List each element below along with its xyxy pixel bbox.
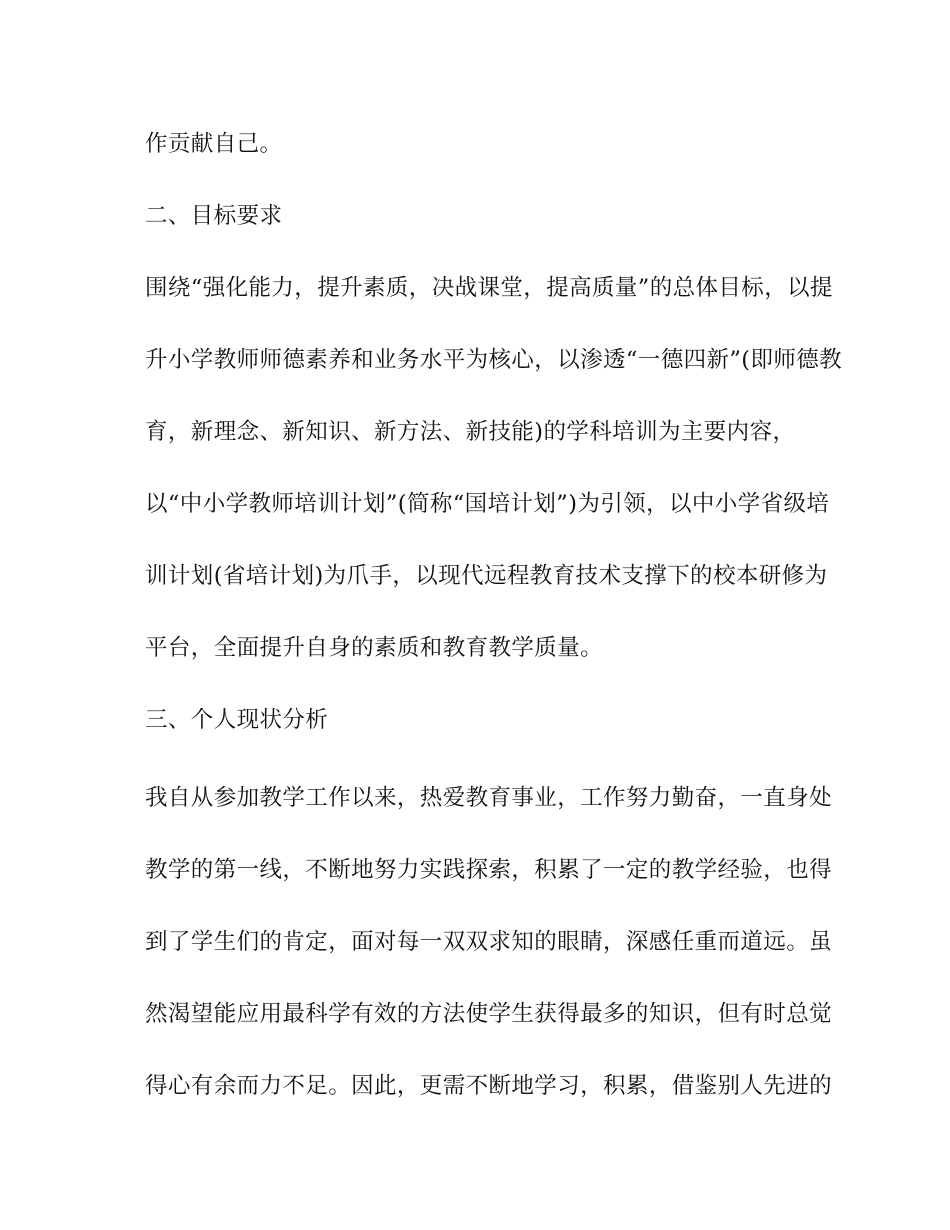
- paragraph-line: 教学的第一线，不断地努力实践探索，积累了一定的教学经验，也得: [145, 857, 833, 883]
- paragraph-line: 然渴望能应用最科学有效的方法使学生获得最多的知识，但有时总觉: [145, 1001, 833, 1027]
- paragraph-line: 平台，全面提升自身的素质和教育教学质量。: [145, 635, 604, 661]
- paragraph-line: 围绕“强化能力，提升素质，决战课堂，提高质量”的总体目标，以提: [145, 275, 833, 301]
- paragraph-line: 训计划(省培计划)为爪手，以现代远程教育技术支撑下的校本研修为: [145, 563, 828, 589]
- paragraph-line: 得心有余而力不足。因此，更需不断地学习，积累，借鉴别人先进的: [145, 1073, 833, 1099]
- paragraph-line: 育，新理念、新知识、新方法、新技能)的学科培训为主要内容，: [145, 419, 796, 445]
- section-heading-goals: 二、目标要求: [145, 203, 283, 229]
- section-heading-analysis: 三、个人现状分析: [145, 707, 329, 733]
- paragraph-line: 以“中小学教师培训计划”(简称“国培计划”)为引领，以中小学省级培: [145, 491, 830, 517]
- paragraph-line: 到了学生们的肯定，面对每一双双求知的眼睛，深感任重而道远。虽: [145, 929, 833, 955]
- paragraph-line: 作贡献自己。: [145, 131, 283, 157]
- paragraph-line: 升小学教师师德素养和业务水平为核心，以渗透“一德四新”(即师德教: [145, 347, 843, 373]
- paragraph-line: 我自从参加教学工作以来，热爱教育事业，工作努力勤奋，一直身处: [145, 785, 833, 811]
